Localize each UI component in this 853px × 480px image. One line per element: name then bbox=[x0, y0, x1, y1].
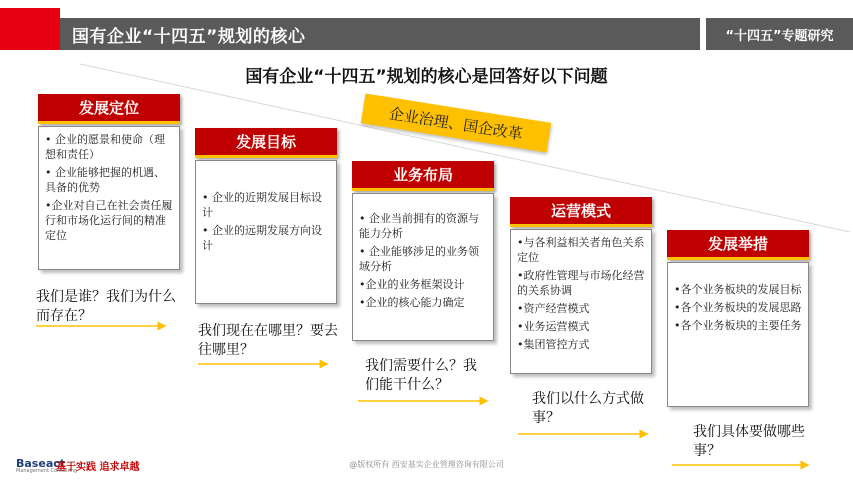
list-item: •企业对自己在社会责任履行和市场化运行间的精准定位 bbox=[45, 199, 173, 242]
list-item: •各个业务板块的发展目标 bbox=[674, 283, 802, 296]
slide-subtitle: 国有企业“十四五”规划的核心是回答好以下问题 bbox=[245, 67, 608, 87]
stage-title-goals: 发展目标 bbox=[195, 128, 337, 158]
page-title: 国有企业“十四五”规划的核心 bbox=[72, 26, 306, 47]
question-positioning: 我们是谁？我们为什么而存在？ bbox=[36, 289, 176, 324]
list-item: •与各利益相关者角色关系定位 bbox=[517, 236, 645, 264]
list-item: • 企业能够涉足的业务领域分析 bbox=[359, 245, 479, 273]
question-operations: 我们以什么方式做事？ bbox=[532, 391, 644, 426]
list-item: • 企业能够把握的机遇、具备的优势 bbox=[45, 166, 165, 194]
list-item: •资产经营模式 bbox=[517, 302, 590, 315]
list-item: •企业的业务框架设计 bbox=[359, 278, 465, 291]
list-item: • 企业的近期发展目标设计 bbox=[202, 191, 322, 219]
list-item: •企业的核心能力确定 bbox=[359, 296, 465, 309]
stage-title-measures: 发展举措 bbox=[667, 230, 809, 260]
question-measures: 我们具体要做哪些事？ bbox=[693, 424, 805, 459]
stage-title-operations: 运营模式 bbox=[510, 197, 652, 227]
list-item: •政府性管理与市场化经营的关系协调 bbox=[517, 269, 645, 297]
list-item: •各个业务板块的发展思路 bbox=[674, 301, 802, 314]
list-item: •集团管控方式 bbox=[517, 338, 590, 351]
stage-title-positioning: 发展定位 bbox=[38, 94, 180, 124]
baseact-logo: Baseact Management Consulting bbox=[16, 457, 78, 474]
copyright-text: @版权所有 西安基实企业管理咨询有限公司 bbox=[349, 460, 504, 469]
list-item: •业务运营模式 bbox=[517, 320, 590, 333]
list-item: • 企业的远期发展方向设计 bbox=[202, 224, 322, 252]
stage-title-layout: 业务布局 bbox=[352, 161, 494, 191]
question-layout: 我们需要什么？我们能干什么？ bbox=[365, 358, 477, 393]
list-item: • 企业的愿景和使命（理想和责任） bbox=[45, 133, 165, 161]
governance-banner: 企业治理、国企改革 bbox=[361, 93, 551, 152]
question-goals: 我们现在在哪里？要去往哪里？ bbox=[198, 323, 338, 358]
footer-slogan: 基于实践 追求卓越 bbox=[56, 462, 140, 473]
topic-label: “十四五”专题研究 bbox=[725, 28, 834, 44]
list-item: • 企业当前拥有的资源与能力分析 bbox=[359, 212, 479, 240]
list-item: •各个业务板块的主要任务 bbox=[674, 319, 802, 332]
